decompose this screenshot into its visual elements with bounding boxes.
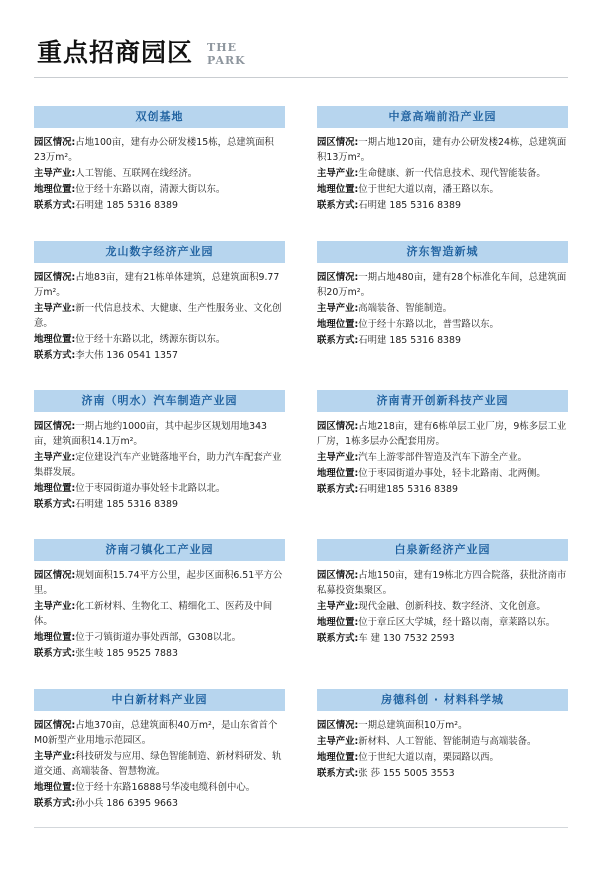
park-info-label: 园区情况: <box>34 137 76 148</box>
page-header <box>37 36 246 70</box>
park-info-row <box>317 599 568 614</box>
park-card <box>34 106 285 222</box>
park-info-row <box>317 766 568 781</box>
park-info-value: 现代金融、创新科技、数字经济、文化创意。 <box>358 601 546 612</box>
park-info-label: 主导产业: <box>34 452 76 463</box>
park-info-value: 占地370亩，总建筑面积40万m²，是山东省首个M0新型产业用地示范园区。 <box>34 720 278 746</box>
park-info-value: 位于经十东路以北，绣源东街以东。 <box>75 334 226 345</box>
park-info-label: 主导产业: <box>34 303 76 314</box>
park-info-row <box>317 466 568 481</box>
park-info-row <box>317 718 568 733</box>
park-info-label: 地理位置: <box>317 468 359 479</box>
park-info-row <box>34 599 285 629</box>
park-info-label: 联系方式: <box>34 798 76 809</box>
park-info-value: 一期占地480亩，建有28个标准化车间，总建筑面积20万m²。 <box>317 272 567 298</box>
park-info-row <box>34 166 285 181</box>
park-info-label: 园区情况: <box>317 570 359 581</box>
park-info-label: 园区情况: <box>317 137 359 148</box>
page-title: 重点招商园区 <box>37 38 194 67</box>
park-info-value: 生命健康、新一代信息技术、现代智能装备。 <box>358 168 546 179</box>
park-info-value: 石明建 185 5316 8389 <box>358 335 461 346</box>
park-card <box>34 539 285 670</box>
park-info-label: 联系方式: <box>317 335 359 346</box>
park-card-title: 中意高端前沿产业园 <box>317 106 568 128</box>
park-info-label: 主导产业: <box>317 736 359 747</box>
park-info-row <box>34 182 285 197</box>
park-info-value: 占地83亩，建有21栋单体建筑，总建筑面积9.77万m²。 <box>34 272 280 298</box>
park-info-value: 石明建 185 5316 8389 <box>75 200 178 211</box>
park-info-label: 地理位置: <box>34 782 76 793</box>
park-grid <box>34 106 568 819</box>
park-info-label: 主导产业: <box>317 168 359 179</box>
park-info-label: 主导产业: <box>317 452 359 463</box>
park-info-label: 园区情况: <box>34 720 76 731</box>
park-info-value: 一期占地120亩，建有办公研发楼24栋，总建筑面积13万m²。 <box>317 137 567 163</box>
park-info-row <box>317 198 568 213</box>
park-card-title: 房德科创 · 材料科学城 <box>317 689 568 711</box>
park-info-label: 联系方式: <box>34 648 76 659</box>
park-info-label: 地理位置: <box>34 184 76 195</box>
park-info-value: 新一代信息技术、大健康、生产性服务业、文化创意。 <box>34 303 282 329</box>
park-card-title: 济东智造新城 <box>317 241 568 263</box>
park-card-title: 济南青开创新科技产业园 <box>317 390 568 412</box>
park-info-value: 位于枣园街道办事处，轻卡北路南、北两侧。 <box>358 468 546 479</box>
park-card <box>317 539 568 670</box>
park-info-value: 一期占地约1000亩，其中起步区规划用地343亩，建筑面积14.1万m²。 <box>34 421 268 447</box>
park-info-label: 地理位置: <box>317 184 359 195</box>
park-info-label: 园区情况: <box>317 720 359 731</box>
park-info-row <box>34 270 285 300</box>
park-card <box>34 241 285 371</box>
park-card-title: 济南（明水）汽车制造产业园 <box>34 390 285 412</box>
park-info-row <box>34 301 285 331</box>
park-card <box>34 390 285 520</box>
park-info-label: 联系方式: <box>317 200 359 211</box>
park-info-value: 汽车上游零部件智造及汽车下游全产业。 <box>358 452 528 463</box>
footer-divider <box>34 827 568 828</box>
park-info-label: 地理位置: <box>34 334 76 345</box>
park-info-row <box>317 631 568 646</box>
park-info-row <box>317 615 568 630</box>
park-info-value: 规划面积15.74平方公里，起步区面积6.51平方公里。 <box>34 570 283 596</box>
park-info-value: 化工新材料、生物化工、精细化工、医药及中间体。 <box>34 601 273 627</box>
park-info-value: 石明建 185 5316 8389 <box>358 200 461 211</box>
park-info-row <box>34 568 285 598</box>
park-info-row <box>34 481 285 496</box>
park-info-label: 联系方式: <box>34 499 76 510</box>
park-info-label: 联系方式: <box>34 350 76 361</box>
park-info-value: 位于枣园街道办事处轻卡北路以北。 <box>75 483 226 494</box>
park-info-row <box>34 630 285 645</box>
park-info-label: 园区情况: <box>317 421 359 432</box>
park-info-label: 地理位置: <box>34 632 76 643</box>
park-info-row <box>317 182 568 197</box>
park-info-value: 位于经十东路以南，清源大街以东。 <box>75 184 226 195</box>
park-info-row <box>34 135 285 165</box>
park-info-value: 张 莎 155 5005 3553 <box>358 768 455 779</box>
park-info-row <box>34 646 285 661</box>
park-info-value: 新材料、人工智能、智能制造与高端装备。 <box>358 736 537 747</box>
park-info-label: 联系方式: <box>34 200 76 211</box>
park-info-row <box>317 450 568 465</box>
park-card <box>34 689 285 819</box>
park-info-row <box>317 482 568 497</box>
page-subtitle <box>207 41 246 67</box>
park-card-title: 白泉新经济产业园 <box>317 539 568 561</box>
park-card-title: 中白新材料产业园 <box>34 689 285 711</box>
park-card <box>317 689 568 819</box>
park-info-row <box>317 750 568 765</box>
park-info-label: 主导产业: <box>317 601 359 612</box>
park-info-row <box>34 348 285 363</box>
park-info-value: 占地218亩，建有6栋单层工业厂房，9栋多层工业厂房，1栋多层办公配套用房。 <box>317 421 567 447</box>
park-info-row <box>34 497 285 512</box>
park-info-label: 园区情况: <box>34 272 76 283</box>
park-info-value: 占地100亩，建有办公研发楼15栋，总建筑面积23万m²。 <box>34 137 274 163</box>
park-info-label: 主导产业: <box>34 601 76 612</box>
park-info-label: 联系方式: <box>317 633 359 644</box>
park-info-value: 科技研发与应用、绿色智能制造、新材料研发、轨道交通、高端装备、智慧物流。 <box>34 751 282 777</box>
park-info-label: 地理位置: <box>317 319 359 330</box>
park-info-row <box>317 166 568 181</box>
park-info-value: 李大伟 136 0541 1357 <box>75 350 178 361</box>
park-info-row <box>34 780 285 795</box>
park-info-value: 石明建 185 5316 8389 <box>75 499 178 510</box>
park-info-value: 位于世纪大道以南，潘王路以东。 <box>358 184 499 195</box>
subtitle-line-1: THE <box>207 41 237 54</box>
park-info-row <box>317 568 568 598</box>
park-card-title: 济南刁镇化工产业园 <box>34 539 285 561</box>
park-info-row <box>317 419 568 449</box>
park-info-row <box>317 270 568 300</box>
park-info-value: 位于刁镇街道办事处西部，G308以北。 <box>75 632 242 643</box>
park-info-label: 联系方式: <box>317 768 359 779</box>
park-info-row <box>317 333 568 348</box>
park-info-row <box>34 718 285 748</box>
park-info-row <box>34 419 285 449</box>
park-info-value: 位于世纪大道以南，栗园路以西。 <box>358 752 499 763</box>
park-info-label: 园区情况: <box>34 421 76 432</box>
park-info-row <box>317 135 568 165</box>
park-info-row <box>317 734 568 749</box>
park-info-value: 一期总建筑面积10万m²。 <box>358 720 468 731</box>
header-divider <box>34 77 568 78</box>
park-info-row <box>317 301 568 316</box>
park-info-value: 定位建设汽车产业链落地平台，助力汽车配套产业集群发展。 <box>34 452 282 478</box>
park-info-row <box>34 450 285 480</box>
park-card-title: 双创基地 <box>34 106 285 128</box>
park-card <box>317 241 568 371</box>
park-card <box>317 390 568 520</box>
park-info-value: 占地150亩，建有19栋北方四合院落，获批济南市私募投资集聚区。 <box>317 570 567 596</box>
park-info-value: 石明建185 5316 8389 <box>358 484 458 495</box>
park-info-value: 孙小兵 186 6395 9663 <box>75 798 178 809</box>
park-card-title: 龙山数字经济产业园 <box>34 241 285 263</box>
park-info-label: 园区情况: <box>34 570 76 581</box>
park-card <box>317 106 568 222</box>
park-info-row <box>34 198 285 213</box>
park-info-value: 位于经十东路16888号华凌电缆科创中心。 <box>75 782 256 793</box>
park-info-label: 地理位置: <box>34 483 76 494</box>
park-info-label: 园区情况: <box>317 272 359 283</box>
park-info-value: 张生岐 185 9525 7883 <box>75 648 178 659</box>
park-info-value: 位于经十东路以北，普雪路以东。 <box>358 319 499 330</box>
park-info-value: 位于章丘区大学城，经十路以南，章莱路以东。 <box>358 617 556 628</box>
park-info-row <box>34 749 285 779</box>
park-info-row <box>317 317 568 332</box>
park-info-label: 主导产业: <box>34 168 76 179</box>
park-info-row <box>34 796 285 811</box>
park-info-value: 车 建 130 7532 2593 <box>358 633 455 644</box>
park-info-row <box>34 332 285 347</box>
park-info-value: 高端装备、智能制造。 <box>358 303 453 314</box>
park-info-label: 主导产业: <box>34 751 76 762</box>
park-info-label: 主导产业: <box>317 303 359 314</box>
subtitle-line-2: PARK <box>207 54 246 67</box>
park-info-label: 联系方式: <box>317 484 359 495</box>
park-info-label: 地理位置: <box>317 617 359 628</box>
park-info-value: 人工智能、互联网在线经济。 <box>75 168 198 179</box>
park-info-label: 地理位置: <box>317 752 359 763</box>
